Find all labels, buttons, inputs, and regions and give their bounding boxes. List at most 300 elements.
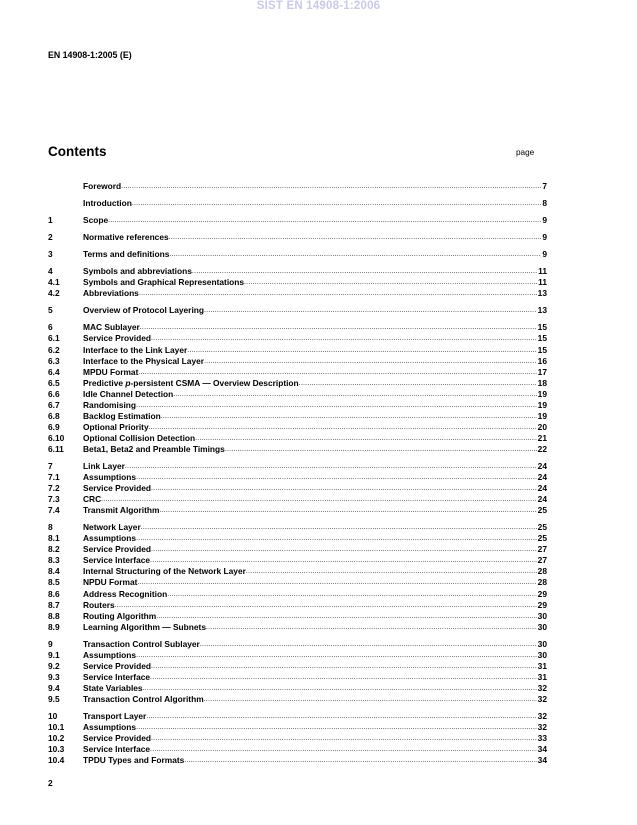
toc-entry[interactable] [48,333,547,344]
page-reference: 30 [537,621,547,632]
section-title [83,600,115,611]
dot-leader [136,650,537,661]
section-title-text: Assumptions [83,472,137,483]
page-column-header: page [516,148,535,157]
section-title-text: Learning Algorithm — Subnets [83,621,206,632]
toc-entry[interactable] [48,322,547,333]
section-title [83,472,136,483]
page-reference: 15 [537,322,547,333]
section-title [83,639,200,650]
dot-leader [138,367,536,378]
toc-entry[interactable] [48,555,547,566]
section-title-text: Optional Collision Detection [83,432,196,443]
toc-entry[interactable] [48,611,547,622]
section-title-text: Scope [83,215,109,226]
section-number: 10.4 [48,755,65,766]
toc-entry[interactable] [48,249,547,260]
section-title [83,345,187,356]
toc-entry[interactable] [48,661,547,672]
section-title-text: Transaction Control Sublayer [83,638,200,649]
section-number: 8 [48,522,53,533]
toc-group [48,198,547,209]
toc-entry[interactable] [48,577,547,588]
toc-entry[interactable] [48,215,547,226]
toc-entry[interactable] [48,389,547,400]
page-reference: 30 [537,638,547,649]
page-reference: 15 [537,344,547,355]
section-title [83,611,156,622]
section-title-text: Address Recognition [83,588,168,599]
toc-entry[interactable] [48,650,547,661]
dot-leader [299,378,537,389]
toc-entry[interactable] [48,566,547,577]
dot-leader [204,694,537,705]
section-title [83,249,169,260]
section-number: 8.6 [48,588,60,599]
toc-entry[interactable] [48,400,547,411]
section-number: 8.2 [48,544,60,555]
contents-heading: Contents [48,144,107,159]
toc-entry[interactable] [48,733,547,744]
toc-entry[interactable] [48,181,547,192]
section-title-text: Overview of Protocol Layering [83,305,205,316]
dot-leader [246,566,537,577]
section-title-text: NPDU Format [83,577,138,588]
section-number [48,198,83,209]
section-title-text: Interface to the Physical Layer [83,355,205,366]
dot-leader [150,744,537,755]
dot-leader [161,411,537,422]
section-title-text: Routing Algorithm [83,610,157,621]
section-title-text: Backlog Estimation [83,410,161,421]
section-title [83,650,136,661]
section-number: 6.8 [48,410,60,421]
section-number: 6.10 [48,432,65,443]
page-reference: 24 [537,472,547,483]
page-reference: 9 [542,249,547,260]
section-number: 6.2 [48,344,60,355]
section-title [83,483,151,494]
section-number: 4 [48,266,53,277]
toc-entry[interactable] [48,544,547,555]
section-number: 6.9 [48,421,60,432]
section-title [83,411,161,422]
toc-group [48,249,547,260]
toc-entry[interactable] [48,367,547,378]
section-title [83,322,140,333]
page-reference: 13 [537,305,547,316]
section-title-text: Interface to the Link Layer [83,344,188,355]
section-title-text: Service Provided [83,544,151,555]
section-title-text: Service Provided [83,483,151,494]
page-reference: 32 [537,693,547,704]
dot-leader [151,661,537,672]
section-title-text: Service Interface [83,744,151,755]
section-number: 10 [48,710,58,721]
dot-leader [139,288,537,299]
toc-group [48,232,547,243]
section-title-text: Beta1, Beta2 and Preamble Timings [83,443,225,454]
section-title [83,232,169,243]
section-title-text: Assumptions [83,722,137,733]
section-title-text: Service Interface [83,555,151,566]
page-reference: 19 [537,399,547,410]
toc-entry[interactable] [48,444,547,455]
dot-leader [150,672,537,683]
toc-group [48,711,547,766]
section-title [83,389,173,400]
toc-entry[interactable] [48,378,547,389]
section-number: 8.9 [48,621,60,632]
section-number: 9.2 [48,660,60,671]
page-reference: 28 [537,566,547,577]
dot-leader [136,533,537,544]
page-reference: 7 [542,181,547,191]
section-title [83,505,159,516]
dot-leader [151,333,537,344]
section-title [83,694,204,705]
section-number: 10.1 [48,722,65,733]
toc-entry[interactable] [48,345,547,356]
dot-leader [115,600,537,611]
section-number: 8.7 [48,599,60,610]
dot-leader [244,277,537,288]
section-number: 6.4 [48,366,60,377]
page-reference: 17 [537,366,547,377]
dot-leader [125,461,537,472]
section-title-text: Transmit Algorithm [83,505,160,516]
toc-entry[interactable] [48,266,547,277]
page-reference: 19 [537,388,547,399]
dot-leader [151,483,537,494]
toc-entry[interactable] [48,472,547,483]
toc-entry[interactable] [48,422,547,433]
page-reference: 29 [537,599,547,610]
section-title-text: Symbols and abbreviations [83,266,192,277]
section-title [83,733,151,744]
dot-leader [136,722,537,733]
dot-leader [167,589,536,600]
section-title [83,444,225,455]
section-title [83,333,151,344]
section-number: 8.8 [48,610,60,621]
toc-entry[interactable] [48,722,547,733]
toc-group [48,639,547,705]
toc-entry[interactable] [48,694,547,705]
section-title [83,744,150,755]
dot-leader [136,472,537,483]
section-title [83,422,149,433]
section-title-text: TPDU Types and Formats [83,755,185,766]
toc-entry[interactable] [48,356,547,367]
toc-entry[interactable] [48,288,547,299]
page-reference: 11 [538,266,547,277]
section-title [83,672,150,683]
dot-leader [132,198,541,209]
section-number: 9.3 [48,671,60,682]
page-reference: 32 [537,722,547,733]
page-reference: 16 [537,355,547,366]
section-title [83,622,206,633]
dot-leader [204,356,537,367]
table-of-contents [48,175,547,766]
dot-leader [108,215,541,226]
section-number: 7 [48,460,53,471]
section-title-text: MPDU Format [83,366,139,377]
section-title-text: Introduction [83,198,132,209]
document-id: EN 14908-1:2005 (E) [48,50,132,60]
page-reference: 24 [537,494,547,505]
section-number: 6 [48,322,53,333]
dot-leader [225,444,537,455]
dot-leader [169,232,542,243]
section-title [83,266,192,277]
toc-entry[interactable] [48,744,547,755]
toc-entry[interactable] [48,639,547,650]
dot-leader [101,494,537,505]
toc-entry[interactable] [48,433,547,444]
section-title-text: Service Provided [83,333,151,344]
section-title [83,378,299,389]
section-title-text: Transaction Control Algorithm [83,693,204,704]
dot-leader [149,422,537,433]
toc-group [48,215,547,226]
toc-entry[interactable] [48,600,547,611]
toc-entry[interactable] [48,277,547,288]
page-reference: 20 [537,421,547,432]
section-title-text: State Variables [83,682,143,693]
section-title [83,577,137,588]
section-title-text: Optional Priority [83,421,149,432]
section-number: 6.5 [48,377,60,388]
section-title [83,215,108,226]
section-title [83,198,132,209]
dot-leader [140,322,537,333]
page-reference: 33 [537,733,547,744]
section-title-text: Normative references [83,232,169,243]
section-number: 7.1 [48,472,60,483]
toc-group [48,461,547,516]
section-title-text: Assumptions [83,649,137,660]
section-title [83,589,167,600]
section-number: 6.1 [48,333,60,344]
section-title [83,544,151,555]
section-title-text: Service Provided [83,733,151,744]
section-title [83,494,101,505]
section-number: 7.4 [48,505,60,516]
toc-entry[interactable] [48,622,547,633]
section-title [83,566,246,577]
page-reference: 31 [537,660,547,671]
dot-leader [173,389,536,400]
toc-entry[interactable] [48,683,547,694]
toc-group [48,305,547,316]
section-number: 5 [48,305,53,316]
section-title-text: Foreword [83,181,122,191]
section-number: 6.6 [48,388,60,399]
page-reference: 8 [542,198,547,209]
section-title-text: Symbols and Graphical Representations [83,277,245,288]
section-title-text: Link Layer [83,460,125,471]
dot-leader [195,433,537,444]
section-number: 4.1 [48,277,60,288]
dot-leader [187,345,536,356]
page-reference: 30 [537,610,547,621]
dot-leader [141,522,537,533]
section-title-text: Service Interface [83,671,151,682]
page-reference: 32 [537,682,547,693]
section-number: 1 [48,215,53,226]
page-reference: 25 [537,522,547,533]
dot-leader [156,611,536,622]
section-title [83,277,244,288]
section-title [83,181,121,192]
section-number: 2 [48,232,53,243]
toc-entry[interactable] [48,494,547,505]
section-title [83,367,138,378]
section-title [83,288,139,299]
section-title-text: MAC Sublayer [83,322,140,333]
section-title [83,555,150,566]
page-reference: 27 [537,555,547,566]
dot-leader [200,639,537,650]
section-title [83,433,195,444]
dot-leader [184,755,536,766]
page-reference: 28 [537,577,547,588]
section-title-text: Service Provided [83,660,151,671]
page-reference: 9 [542,232,547,243]
section-title [83,400,136,411]
dot-leader [192,266,537,277]
page-reference: 24 [537,483,547,494]
section-title-text: Terms and definitions [83,249,170,260]
toc-group [48,266,547,299]
section-title [83,683,143,694]
section-number: 9.5 [48,693,60,704]
toc-entry[interactable] [48,589,547,600]
toc-entry[interactable] [48,461,547,472]
section-title-text: Routers [83,599,115,610]
section-number: 4.2 [48,288,60,299]
section-title [83,305,204,316]
section-number: 6.7 [48,399,60,410]
section-number: 10.2 [48,733,65,744]
page-reference: 11 [538,277,547,288]
section-title [83,722,136,733]
section-title-text: Abbreviations [83,288,139,299]
section-number [48,181,83,192]
toc-entry[interactable] [48,232,547,243]
page-reference: 32 [537,710,547,721]
section-number: 8.1 [48,533,60,544]
page-number: 2 [48,778,53,788]
page-reference: 18 [537,377,547,388]
section-number: 8.3 [48,555,60,566]
dot-leader [121,181,541,192]
page-reference: 34 [537,744,547,755]
section-number: 8.4 [48,566,60,577]
toc-entry[interactable] [48,198,547,209]
page-reference: 25 [537,533,547,544]
toc-entry[interactable] [48,711,547,722]
page-reference: 24 [537,460,547,471]
dot-leader [137,577,536,588]
section-number: 9 [48,638,53,649]
page-reference: 9 [542,215,547,226]
toc-group [48,181,547,192]
section-title [83,533,136,544]
section-title-text: Assumptions [83,533,137,544]
toc-entry[interactable] [48,533,547,544]
page-reference: 19 [537,410,547,421]
toc-entry[interactable] [48,505,547,516]
dot-leader [136,400,537,411]
section-number: 3 [48,249,53,260]
section-title [83,661,151,672]
toc-group [48,522,547,632]
section-title-italic: p [125,377,131,388]
toc-entry[interactable] [48,483,547,494]
page-reference: 34 [537,755,547,766]
section-title-text: Randomising [83,399,137,410]
section-title-text: Idle Channel Detection [83,388,174,399]
dot-leader [206,622,537,633]
section-title-text: Internal Structuring of the Network Layer [83,566,246,577]
section-number: 8.5 [48,577,60,588]
section-title-text: Transport Layer [83,710,147,721]
section-number: 6.3 [48,355,60,366]
section-number: 9.4 [48,682,60,693]
section-number: 7.2 [48,483,60,494]
page-reference: 22 [537,443,547,454]
page-reference: 15 [537,333,547,344]
section-title-text: CRC [83,494,102,505]
section-title [83,522,141,533]
toc-group [48,322,547,455]
section-title [83,461,125,472]
section-number: 10.3 [48,744,65,755]
toc-entry[interactable] [48,522,547,533]
section-number: 7.3 [48,494,60,505]
toc-entry[interactable] [48,305,547,316]
dot-leader [169,249,541,260]
dot-leader [159,505,536,516]
section-number: 9.1 [48,649,60,660]
page-reference: 30 [537,649,547,660]
toc-entry[interactable] [48,755,547,766]
section-number: 6.11 [48,443,64,454]
section-title [83,356,204,367]
section-title-text: Network Layer [83,522,141,533]
page-reference: 13 [537,288,547,299]
page-reference: 31 [537,671,547,682]
dot-leader [204,305,537,316]
page-reference: 25 [537,505,547,516]
section-title-rest: -persistent CSMA — Overview Description [130,377,299,388]
section-title [83,755,184,766]
dot-leader [151,544,537,555]
page-reference: 29 [537,588,547,599]
dot-leader [146,711,536,722]
page-reference: 27 [537,544,547,555]
toc-entry[interactable] [48,672,547,683]
dot-leader [143,683,537,694]
dot-leader [151,733,537,744]
page-reference: 21 [537,432,547,443]
toc-entry[interactable] [48,411,547,422]
watermark: SIST EN 14908-1:2006 [256,0,381,12]
dot-leader [150,555,537,566]
